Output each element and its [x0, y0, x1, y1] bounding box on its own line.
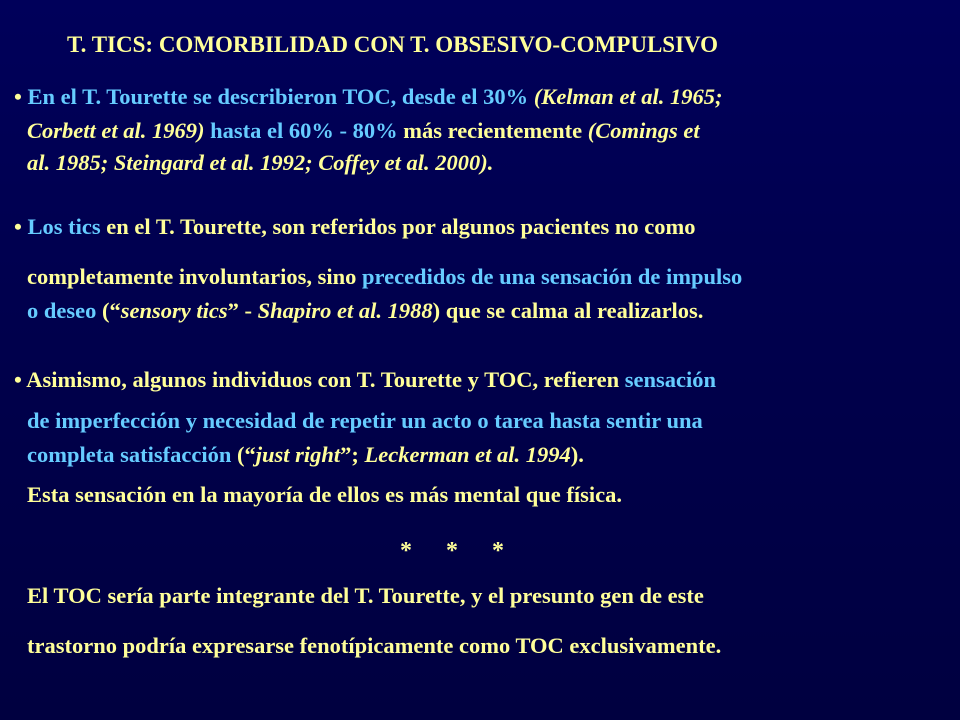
quoted-term: just right: [255, 442, 341, 467]
paragraph-1-line-3: al. 1985; Steingard et al. 1992; Coffey et al. 2000).: [27, 150, 494, 175]
citation: (Comings et: [587, 118, 700, 143]
paragraph-3-line-4: Esta sensación en la mayoría de ellos es más mental que física.: [27, 482, 622, 507]
conclusion-line-2: trastorno podría expresarse fenotípicamente como TOC exclusivamente.: [27, 633, 722, 658]
citation: Leckerman et al. 1994: [364, 442, 571, 467]
text-segment: (“: [236, 442, 256, 467]
quoted-term: sensory tics: [120, 298, 228, 323]
text-segment: más recientemente: [403, 118, 583, 143]
text-segment: Los tics: [27, 214, 101, 239]
citation: Corbett et al. 1969): [27, 118, 205, 143]
paragraph-1-line-2: [27, 118, 700, 144]
citation: Shapiro et al. 1988: [257, 298, 433, 323]
bullet: •: [14, 214, 22, 239]
text-segment: ” -: [227, 298, 258, 323]
text-segment: completamente involuntarios, sino: [27, 264, 357, 289]
text-segment: en el T. Tourette, son referidos por algunos pacientes no como: [106, 214, 696, 239]
text-segment: En el T. Tourette se describieron TOC, desde el 30%: [27, 84, 529, 109]
text-segment: sensación: [624, 367, 716, 392]
citation: (Kelman et al. 1965;: [533, 84, 723, 109]
paragraph-3-line-2: de imperfección y necesidad de repetir un acto o tarea hasta sentir una: [27, 408, 703, 433]
paragraph-2-line-2: [27, 264, 742, 290]
paragraph-3-line-3: [27, 442, 584, 468]
paragraph-2-line-1: [14, 214, 695, 240]
text-segment: ).: [570, 442, 584, 467]
text-segment: precedidos de una sensación de impulso: [362, 264, 743, 289]
text-segment: completa satisfacción: [27, 442, 232, 467]
text-segment: (“: [102, 298, 121, 323]
slide-title: T. TICS: COMORBILIDAD CON T. OBSESIVO-COMPULSIVO: [67, 32, 719, 57]
paragraph-1-line-1: [14, 84, 723, 110]
text-segment: Asimismo, algunos individuos con T. Tourette y TOC, refieren: [26, 367, 620, 392]
text-segment: hasta el 60% - 80%: [210, 118, 398, 143]
text-segment: ) que se calma al realizarlos.: [432, 298, 704, 323]
conclusion-line-1: El TOC sería parte integrante del T. Tourette, y el presunto gen de este: [27, 583, 704, 608]
text-segment: o deseo: [27, 298, 97, 323]
paragraph-3-line-1: [14, 367, 716, 393]
paragraph-2-line-3: [27, 298, 703, 324]
bullet: •: [14, 367, 22, 392]
section-separator-stars: * * *: [400, 538, 518, 564]
text-segment: ”;: [340, 442, 365, 467]
bullet: •: [14, 84, 22, 109]
